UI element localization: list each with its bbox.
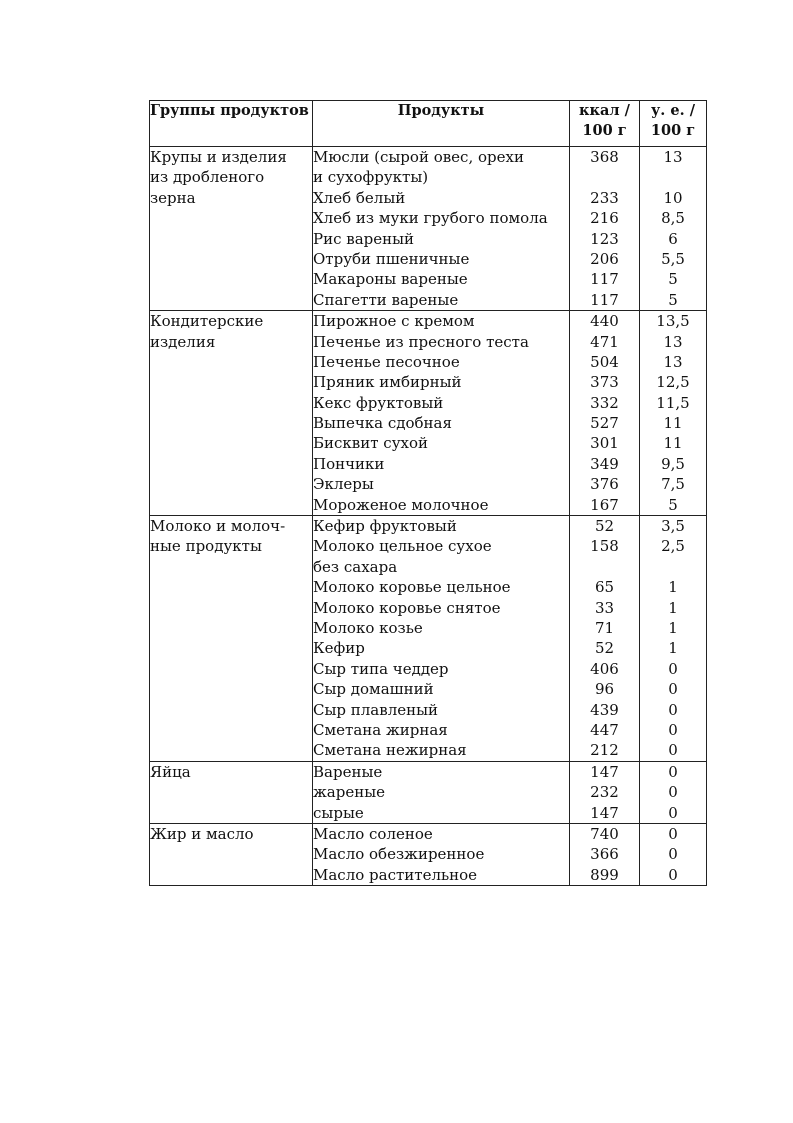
header-units-line2: 100 г xyxy=(650,122,696,139)
kcal-value: 366 xyxy=(590,845,619,864)
units-value: 11 xyxy=(663,414,683,433)
units-value: 1 xyxy=(668,618,678,637)
product-name: и сухофрукты) xyxy=(313,168,429,187)
kcal-value: 96 xyxy=(594,680,615,699)
kcal-value: 123 xyxy=(590,229,619,248)
product-name: Кефир фруктовый xyxy=(313,517,457,536)
kcal-value: 65 xyxy=(594,578,615,597)
kcal-value: 167 xyxy=(590,495,619,514)
group-name xyxy=(150,516,313,762)
table-row xyxy=(150,823,707,885)
units-value: 0 xyxy=(668,865,678,884)
product-name: сырые xyxy=(313,803,364,822)
kcal-value: 349 xyxy=(590,454,619,473)
product-list xyxy=(313,823,570,885)
kcal-value: 376 xyxy=(590,475,619,494)
group-name xyxy=(150,147,313,311)
kcal-list xyxy=(570,761,640,823)
product-name: Выпечка сдобная xyxy=(313,414,452,433)
units-value: 3,5 xyxy=(661,517,685,536)
product-name: Сыр плавленый xyxy=(313,700,439,719)
product-name: Сыр типа чеддер xyxy=(313,659,449,678)
header-group: Группы продуктов xyxy=(150,101,313,147)
kcal-spacer xyxy=(570,557,639,577)
units-value: 5 xyxy=(668,495,678,514)
units-value: 1 xyxy=(668,598,678,617)
kcal-value: 52 xyxy=(594,639,615,658)
kcal-value: 406 xyxy=(590,659,619,678)
kcal-list xyxy=(570,516,640,762)
product-name: без сахара xyxy=(313,557,398,576)
units-value: 0 xyxy=(668,824,678,843)
group-name-line: Молоко и молоч- xyxy=(150,517,286,536)
group-name xyxy=(150,761,313,823)
group-name-line: зерна xyxy=(150,188,196,207)
kcal-value: 471 xyxy=(590,332,619,351)
product-name: Сметана нежирная xyxy=(313,741,467,760)
kcal-value: 447 xyxy=(590,720,619,739)
product-name: Кекс фруктовый xyxy=(313,393,444,412)
product-name: Эклеры xyxy=(313,475,374,494)
units-list xyxy=(640,516,707,762)
product-name: Бисквит сухой xyxy=(313,434,429,453)
product-name: Спагетти вареные xyxy=(313,290,459,309)
product-name: Молоко коровье снятое xyxy=(313,598,501,617)
units-value: 13 xyxy=(663,332,683,351)
product-name: Мороженое молочное xyxy=(313,495,489,514)
kcal-value: 899 xyxy=(590,865,619,884)
kcal-value: 439 xyxy=(590,700,619,719)
kcal-value: 117 xyxy=(590,270,619,289)
product-name: Пряник имбирный xyxy=(313,373,462,392)
product-name: Хлеб из муки грубого помола xyxy=(313,209,548,228)
units-value: 0 xyxy=(668,762,678,781)
units-value: 0 xyxy=(668,680,678,699)
product-list xyxy=(313,761,570,823)
group-name-line: Крупы и изделия xyxy=(150,148,287,166)
units-value: 6 xyxy=(668,229,678,248)
kcal-value: 147 xyxy=(590,803,619,822)
table-row xyxy=(150,147,707,311)
kcal-spacer xyxy=(570,167,639,187)
group-name-line: из дробленого xyxy=(150,168,265,187)
group-name-line: Жир и масло xyxy=(150,824,254,843)
product-name: Молоко коровье цельное xyxy=(313,578,511,597)
units-value: 0 xyxy=(668,700,678,719)
units-value: 2,5 xyxy=(661,537,685,556)
kcal-value: 373 xyxy=(590,373,619,392)
product-name: Мюсли (сырой овес, орехи xyxy=(313,148,524,166)
units-value: 12,5 xyxy=(656,373,690,392)
kcal-value: 206 xyxy=(590,249,619,268)
product-name: Отруби пшеничные xyxy=(313,249,470,268)
kcal-list xyxy=(570,823,640,885)
units-value: 13 xyxy=(663,148,683,166)
kcal-value: 332 xyxy=(590,393,619,412)
units-value: 10 xyxy=(663,188,683,207)
kcal-list xyxy=(570,311,640,516)
product-name: Вареные xyxy=(313,762,383,781)
units-value: 5 xyxy=(668,290,678,309)
product-name: Сметана жирная xyxy=(313,720,448,739)
table-header-row xyxy=(150,101,707,147)
product-name: Масло соленое xyxy=(313,824,433,843)
kcal-value: 216 xyxy=(590,209,619,228)
header-product: Продукты xyxy=(313,101,570,147)
kcal-value: 301 xyxy=(590,434,619,453)
kcal-value: 527 xyxy=(590,414,619,433)
units-value: 11 xyxy=(663,434,683,453)
product-name: Рис вареный xyxy=(313,229,415,248)
units-value: 5 xyxy=(668,270,678,289)
group-name xyxy=(150,823,313,885)
units-value: 0 xyxy=(668,741,678,760)
group-name-line: Кондитерские xyxy=(150,312,264,331)
table-row xyxy=(150,516,707,762)
kcal-value: 212 xyxy=(590,741,619,760)
kcal-value: 33 xyxy=(594,598,615,617)
product-name: Кефир xyxy=(313,639,365,658)
product-name: Печенье из пресного теста xyxy=(313,332,529,351)
kcal-value: 232 xyxy=(590,783,619,802)
product-name: Пирожное с кремом xyxy=(313,312,475,331)
header-kcal xyxy=(570,101,640,147)
kcal-value: 440 xyxy=(590,312,619,331)
units-value: 0 xyxy=(668,720,678,739)
header-units xyxy=(640,101,707,147)
product-name: Макароны вареные xyxy=(313,270,468,289)
units-value: 11,5 xyxy=(656,393,690,412)
units-value: 1 xyxy=(668,639,678,658)
units-value: 1 xyxy=(668,578,678,597)
kcal-value: 117 xyxy=(590,290,619,309)
kcal-value: 368 xyxy=(590,148,619,166)
header-kcal-line1: ккал / xyxy=(579,102,630,119)
product-name: Масло растительное xyxy=(313,865,478,884)
product-name: Печенье песочное xyxy=(313,352,460,371)
units-spacer xyxy=(640,167,706,187)
group-name-line: Яйца xyxy=(150,762,191,781)
kcal-list xyxy=(570,147,640,311)
units-value: 13 xyxy=(663,352,683,371)
product-name: Пончики xyxy=(313,454,385,473)
group-name-line: изделия xyxy=(150,332,216,351)
units-value: 8,5 xyxy=(661,209,685,228)
product-list xyxy=(313,516,570,762)
units-value: 5,5 xyxy=(661,249,685,268)
units-list xyxy=(640,823,707,885)
table-body xyxy=(150,147,707,886)
group-name xyxy=(150,311,313,516)
table-row xyxy=(150,311,707,516)
kcal-value: 71 xyxy=(594,618,615,637)
product-name: Хлеб белый xyxy=(313,188,406,207)
units-value: 0 xyxy=(668,845,678,864)
units-list xyxy=(640,147,707,311)
group-name-line: ные продукты xyxy=(150,537,262,556)
kcal-value: 52 xyxy=(594,517,615,536)
kcal-value: 158 xyxy=(590,537,619,556)
product-list xyxy=(313,311,570,516)
product-name: Молоко цельное сухое xyxy=(313,537,492,556)
product-name: жареные xyxy=(313,783,386,802)
units-value: 0 xyxy=(668,783,678,802)
kcal-value: 740 xyxy=(590,824,619,843)
table-row xyxy=(150,761,707,823)
kcal-value: 147 xyxy=(590,762,619,781)
units-list xyxy=(640,311,707,516)
units-value: 7,5 xyxy=(661,475,685,494)
units-spacer xyxy=(640,557,706,577)
product-name: Молоко козье xyxy=(313,618,423,637)
nutrition-table xyxy=(149,100,707,886)
product-name: Сыр домашний xyxy=(313,680,434,699)
kcal-value: 504 xyxy=(590,352,619,371)
units-value: 13,5 xyxy=(656,312,690,331)
units-value: 9,5 xyxy=(661,454,685,473)
units-value: 0 xyxy=(668,803,678,822)
units-value: 0 xyxy=(668,659,678,678)
kcal-value: 233 xyxy=(590,188,619,207)
product-name: Масло обезжиренное xyxy=(313,845,485,864)
product-list xyxy=(313,147,570,311)
header-units-line1: у. е. / xyxy=(651,102,695,119)
header-kcal-line2: 100 г xyxy=(582,122,627,139)
units-list xyxy=(640,761,707,823)
